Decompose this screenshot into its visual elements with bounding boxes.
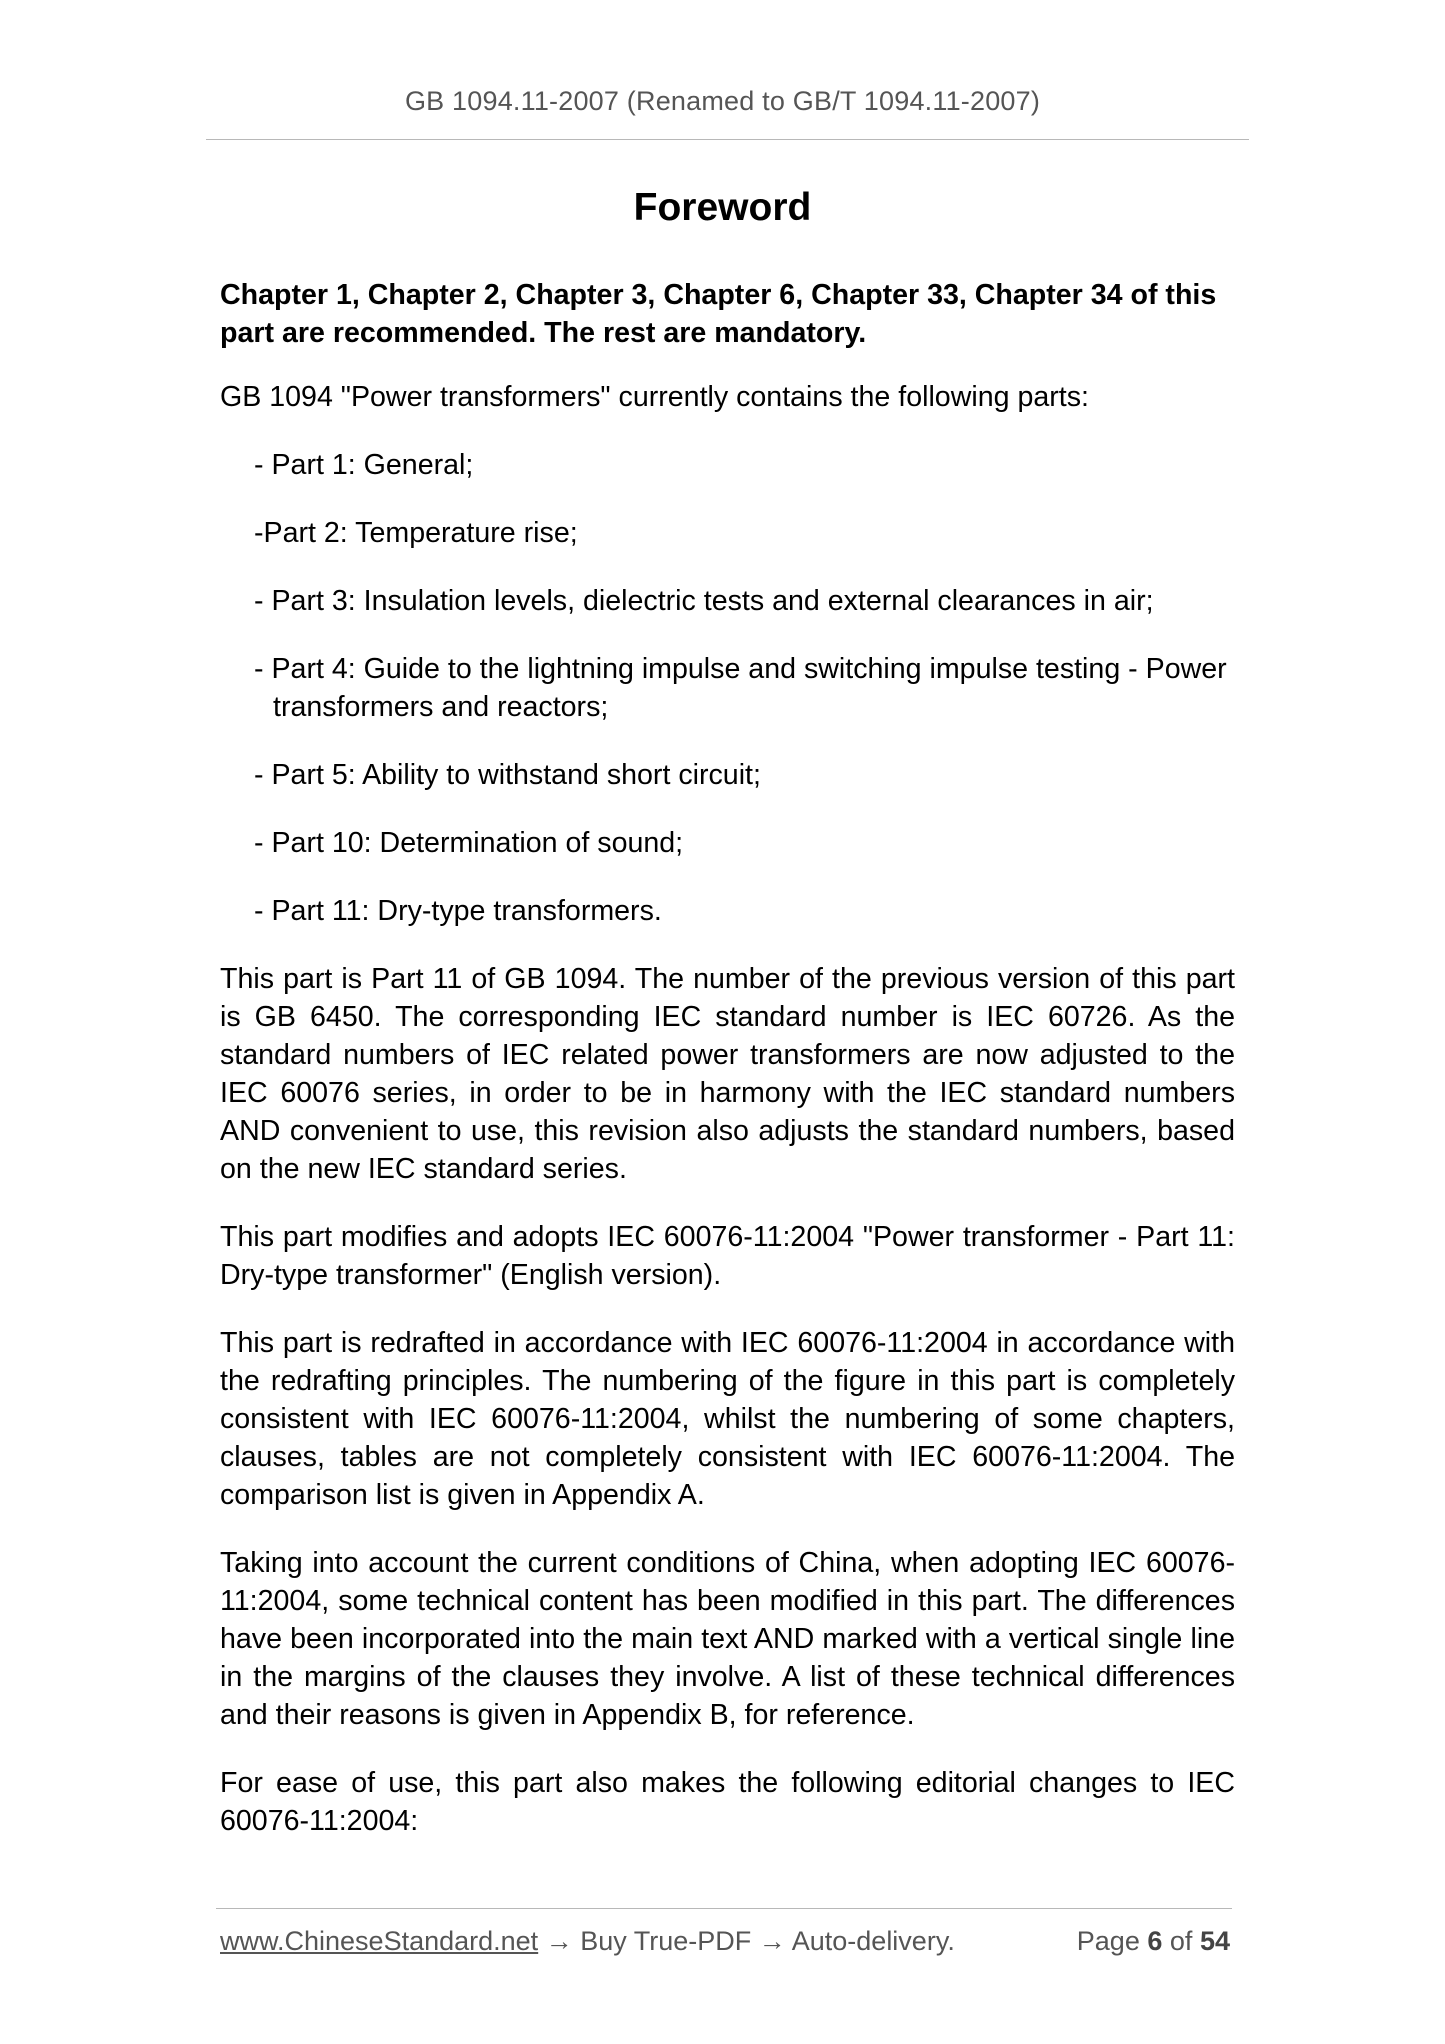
list-item-part-2: -Part 2: Temperature rise; [254, 517, 578, 549]
running-header: GB 1094.11-2007 (Renamed to GB/T 1094.11-2007) [404, 86, 1041, 116]
page-label: Page [1076, 1926, 1140, 1956]
paragraph-redrafting: This part is redrafted in accordance with IEC 60076-11:2004 in accordance with the redrafting principles. The numbering of the figure in this part is completely consistent with IEC 60076-11:2004, whilst the numbering of some chapters, clauses, tables are not completely consistent with IEC 60076-11:2004. The comparison list is given in Appendix A. [220, 1327, 1235, 1511]
website-link[interactable]: www.ChineseStandard.net [220, 1926, 539, 1956]
list-item-part-4: - Part 4: Guide to the lightning impulse and switching impulse testing - Power transformers and reactors; [254, 653, 1227, 723]
header-divider [206, 139, 1249, 140]
footer-divider [216, 1908, 1232, 1909]
page-title: Foreword [633, 186, 812, 229]
footer-tagline: → Buy True-PDF → Auto-delivery. [538, 1926, 955, 1956]
paragraph-technical-differences: Taking into account the current conditions of China, when adopting IEC 60076-11:2004, some technical content has been modified in this part. The differences have been incorporated into the main text AND marked with a vertical single line in the margins of the clauses they involve. A list of these technical differences and their reasons is given in Appendix B, for reference. [220, 1547, 1235, 1731]
page-indicator [1077, 1926, 1230, 1957]
list-item-part-5: - Part 5: Ability to withstand short circuit; [254, 759, 761, 791]
paragraph-adoption: This part modifies and adopts IEC 60076-11:2004 "Power transformer - Part 11: Dry-type transformer" (English version). [220, 1221, 1235, 1291]
list-item-part-3: - Part 3: Insulation levels, dielectric tests and external clearances in air; [254, 585, 1154, 617]
page-total-number: 54 [1199, 1926, 1230, 1956]
page-of-label: of [1169, 1926, 1193, 1956]
paragraph-editorial-changes: For ease of use, this part also makes the following editorial changes to IEC 60076-11:2004: [220, 1767, 1235, 1837]
list-item-part-11: - Part 11: Dry-type transformers. [254, 895, 662, 927]
parts-lead-paragraph: GB 1094 "Power transformers" currently contains the following parts: [220, 381, 1089, 413]
paragraph-part-info: This part is Part 11 of GB 1094. The number of the previous version of this part is GB 6450. The corresponding IEC standard number is IEC 60726. As the standard numbers of IEC related power transformers are now adjusted to the IEC 60076 series, in order to be in harmony with the IEC standard numbers AND convenient to use, this revision also adjusts the standard numbers, based on the new IEC standard series. [220, 963, 1235, 1185]
page-footer [220, 1926, 1230, 1957]
document-body [220, 276, 1235, 1870]
intro-statement: Chapter 1, Chapter 2, Chapter 3, Chapter 6, Chapter 33, Chapter 34 of this part are recommended. The rest are mandatory. [220, 279, 1217, 349]
list-item-part-10: - Part 10: Determination of sound; [254, 827, 684, 859]
page-current-number: 6 [1147, 1926, 1163, 1956]
list-item-part-1: - Part 1: General; [254, 449, 474, 481]
